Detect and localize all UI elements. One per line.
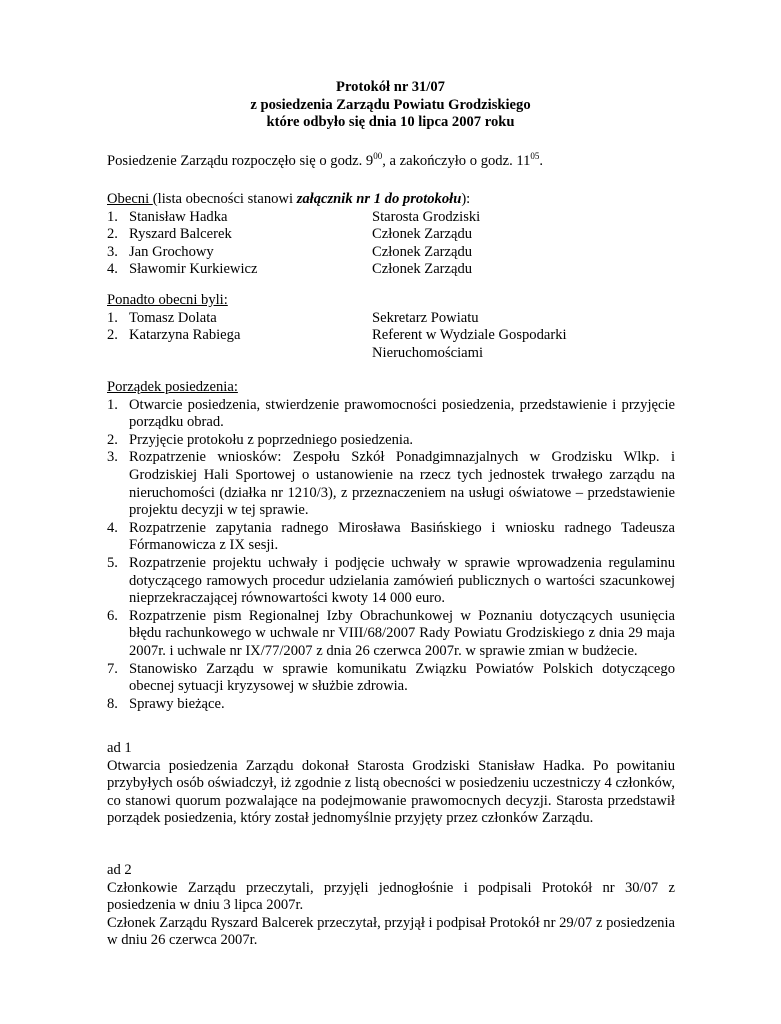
- agenda-item: 5. Rozpatrzenie projektu uchwały i podjęcie uchwały w sprawie wprowadzenia regulaminu dotyczącego ramowych procedur udzielania zamówień publicznych o wartości szacunkowej nieprzekraczającej równowartości kwoty 14 000 euro.: [107, 554, 675, 607]
- present-heading: Obecni (lista obecności stanowi załącznik nr 1 do protokołu):: [107, 191, 471, 207]
- meeting-body: z posiedzenia Zarządu Powiatu Grodziskiego: [250, 96, 531, 113]
- agenda-item: 7. Stanowisko Zarządu w sprawie komunikatu Związku Powiatów Polskich dotyczącego obecnej sytuacji kryzysowej w służbie zdrowia.: [107, 660, 675, 695]
- agenda-item: 2. Przyjęcie protokołu z poprzedniego posiedzenia.: [107, 431, 414, 448]
- end-time-minutes: 05: [530, 151, 540, 162]
- member-role: Członek Zarządu: [372, 261, 473, 278]
- member-name: Jan Grochowy: [129, 243, 214, 260]
- member-name: Stanisław Hadka: [129, 208, 228, 225]
- guest-row-continued: [107, 345, 675, 363]
- member-role: Członek Zarządu: [372, 226, 473, 243]
- member-role: Członek Zarządu: [372, 243, 473, 260]
- member-role: Starosta Grodziski: [372, 208, 481, 225]
- member-name: Sławomir Kurkiewicz: [129, 261, 258, 278]
- agenda-item: 8. Sprawy bieżące.: [107, 695, 225, 712]
- member-row: 1. Stanisław Hadka Starosta Grodziski: [107, 208, 481, 225]
- agenda-heading: Porządek posiedzenia:: [107, 379, 238, 395]
- ad2-paragraph-2: Członek Zarządu Ryszard Balcerek przeczytał, przyjął i podpisał Protokół nr 29/07 z posiedzenia w dniu 26 czerwca 2007r.: [107, 914, 675, 949]
- attachment-reference: załącznik nr 1 do protokołu: [296, 191, 462, 207]
- agenda-item: 1. Otwarcie posiedzenia, stwierdzenie prawomocności posiedzenia, przedstawienie i przyjęcie porządku obrad.: [107, 396, 675, 431]
- meeting-date: które odbyło się dnia 10 lipca 2007 roku: [266, 114, 515, 131]
- guest-name: Tomasz Dolata: [129, 309, 217, 326]
- member-row: 3. Jan Grochowy Członek Zarządu: [107, 243, 473, 260]
- protocol-number: Protokół nr 31/07: [336, 79, 445, 95]
- ad1-label: ad 1: [107, 740, 132, 756]
- guest-role: Sekretarz Powiatu: [372, 309, 479, 326]
- opening-statement: Posiedzenie Zarządu rozpoczęło się o godz. $9^{00}$, a zakończyło o godz. $11^{05}$.: [107, 151, 544, 169]
- guest-row: 2. Katarzyna Rabiega Referent w Wydziale Gospodarki: [107, 327, 567, 344]
- start-time-minutes: 00: [373, 151, 383, 162]
- ad1-paragraph: Otwarcia posiedzenia Zarządu dokonał Starosta Grodziski Stanisław Hadka. Po powitaniu przybyłych osób oświadczył, iż zgodnie z listą obecności w posiedzeniu uczestniczy 4 członków, co stanowi quorum pozwalające na podejmowanie prawomocnych decyzji. Starosta przedstawił porządek posiedzenia, który został jednomyślnie przyjęty przez członków Zarządu.: [107, 757, 675, 827]
- guest-role: Referent w Wydziale Gospodarki: [372, 327, 567, 344]
- others-heading: Ponadto obecni byli:: [107, 292, 228, 308]
- present-members-list: [107, 209, 675, 279]
- agenda-item: 6. Rozpatrzenie pism Regionalnej Izby Obrachunkowej w Poznaniu dotyczących usunięcia błędu rachunkowego w uchwale nr VIII/68/2007 Rady Powiatu Grodziskiego z dnia 29 maja 2007r. i uchwale nr IX/77/2007 z dnia 26 czerwca 2007r. w sprawie zmian w budżecie.: [107, 607, 675, 659]
- member-row: 2. Ryszard Balcerek Członek Zarządu: [107, 226, 473, 243]
- ad2-paragraph: [107, 880, 675, 950]
- guest-name: Katarzyna Rabiega: [129, 327, 241, 344]
- ad2-label: ad 2: [107, 862, 132, 878]
- agenda-item: 4. Rozpatrzenie zapytania radnego Mirosława Basińskiego i wniosku radnego Tadeusza Fórmanowicza z IX sesji.: [107, 519, 675, 554]
- member-row: 4. Sławomir Kurkiewicz Członek Zarządu: [107, 261, 473, 278]
- ad2-paragraph-1: Członkowie Zarządu przeczytali, przyjęli jednogłośnie i podpisali Protokół nr 30/07 z posiedzenia w dniu 3 lipca 2007r.: [107, 879, 675, 914]
- guest-row: 1. Tomasz Dolata Sekretarz Powiatu: [107, 309, 479, 326]
- document-header: [0, 79, 781, 132]
- others-list: [107, 310, 675, 363]
- guest-role-continued: Nieruchomościami: [372, 344, 484, 361]
- agenda-item: 3. Rozpatrzenie wniosków: Zespołu Szkół Ponadgimnazjalnych w Grodzisku Wlkp. i Grodziskiej Hali Sportowej o ustanowienie na rzecz tych jednostek trwałego zarządu na nieruchomości (działka nr 1210/3), z przeznaczeniem na usługi oświatowe – przedstawienie projektu decyzji w tej sprawie.: [107, 449, 675, 519]
- member-name: Ryszard Balcerek: [129, 226, 232, 243]
- agenda-list: [107, 397, 675, 714]
